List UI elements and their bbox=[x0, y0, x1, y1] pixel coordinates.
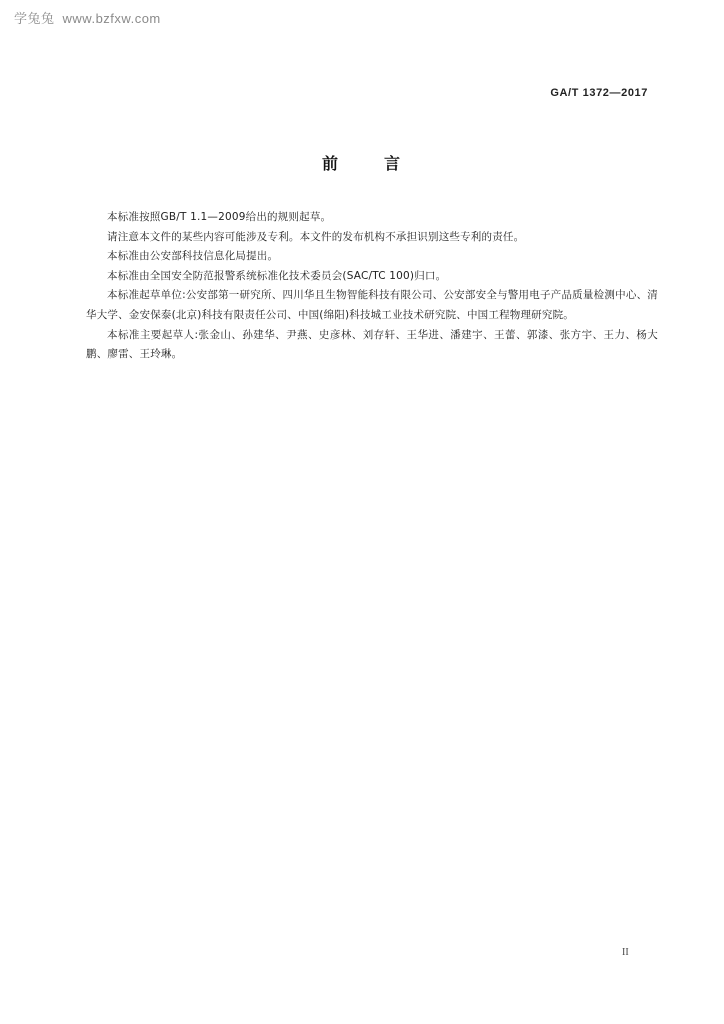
preface-paragraph: 本标准按照GB/T 1.1—2009给出的规则起草。 bbox=[107, 211, 332, 223]
preface-paragraph: 本标准由公安部科技信息化局提出。 bbox=[107, 250, 279, 263]
preface-paragraph: 本标准起草单位:公安部第一研究所、四川华且生物智能科技有限公司、公安部安全与警用电子产品质量检测中心、清华大学、金安保泰(北京)科技有限责任公司、中国(绵阳)科技城工业技术研究院、中国工程物理研究院。 bbox=[86, 289, 658, 321]
watermark bbox=[14, 8, 161, 27]
preface-paragraph: 请注意本文件的某些内容可能涉及专利。本文件的发布机构不承担识别这些专利的责任。 bbox=[107, 230, 525, 243]
standard-number: GA/T 1372—2017 bbox=[550, 87, 648, 99]
page-title bbox=[0, 151, 724, 174]
preface-body bbox=[86, 208, 658, 365]
preface-paragraph: 本标准主要起草人:张金山、孙建华、尹燕、史彦林、刘存轩、王华进、潘建宇、王蕾、郭漆、张方宇、王力、杨大鹏、廖雷、王玲琳。 bbox=[86, 328, 658, 361]
page-title-part2: 言 bbox=[384, 154, 403, 173]
watermark-brand: 学兔兔 bbox=[14, 12, 55, 27]
page-title-part1: 前 bbox=[321, 154, 340, 173]
page-number: II bbox=[622, 947, 629, 958]
preface-paragraph: 本标准由全国安全防范报警系统标准化技术委员会(SAC/TC 100)归口。 bbox=[107, 269, 447, 282]
watermark-site: www.bzfxw.com bbox=[62, 11, 161, 26]
